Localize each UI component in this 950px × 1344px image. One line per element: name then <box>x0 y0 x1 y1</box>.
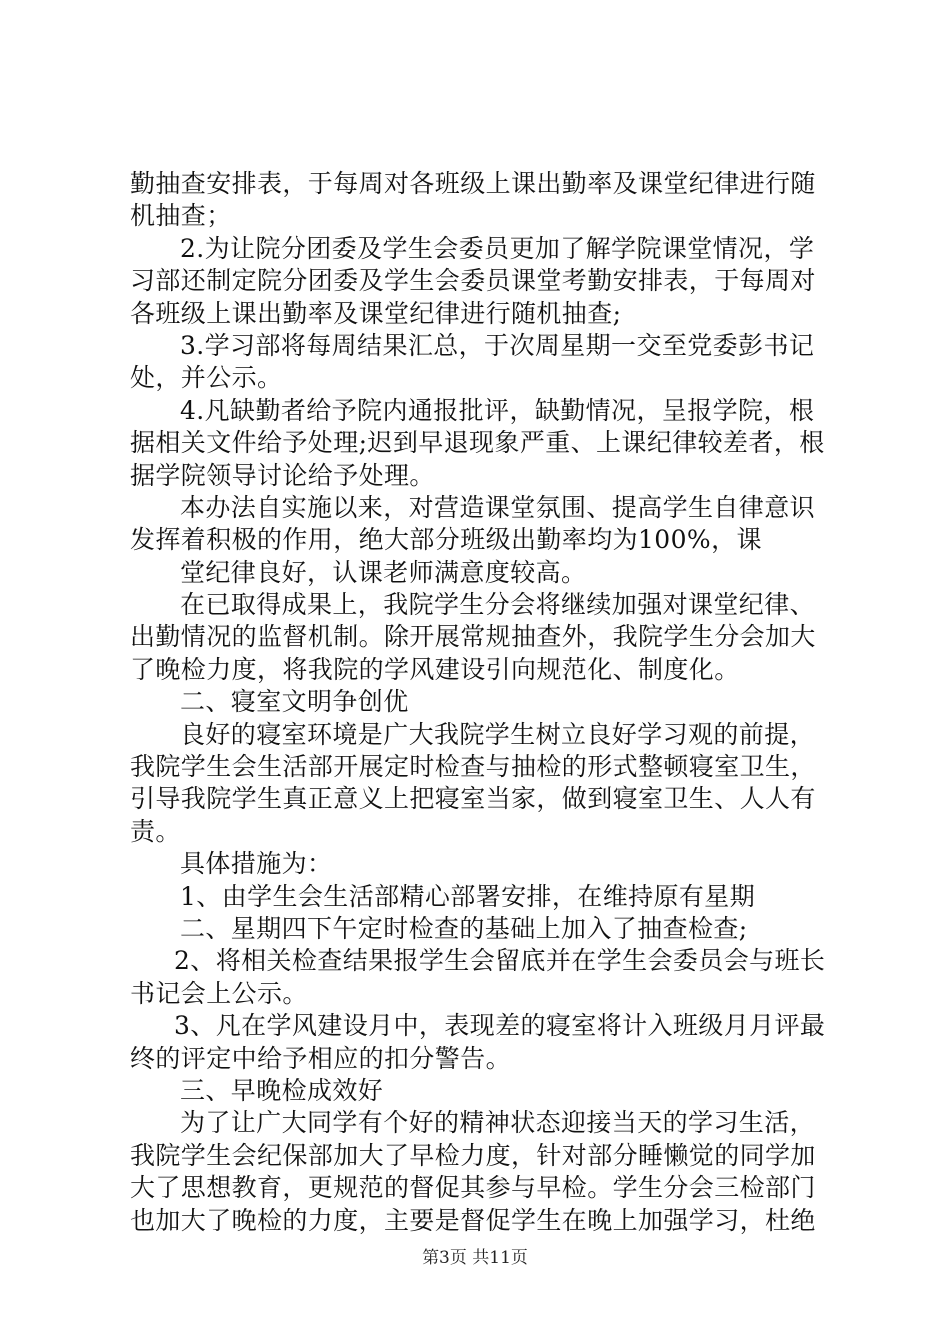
text-line: 书记会上公示。 <box>130 978 308 1008</box>
page-number: 第3页 共11页 <box>422 1248 528 1268</box>
text-line: 据相关文件给予处理;迟到早退现象严重、上课纪律较差者，根 <box>130 428 825 458</box>
text-line: 处，并公示。 <box>130 363 283 393</box>
text-line: 在已取得成果上，我院学生分会将继续加强对课堂纪律、 <box>180 590 816 620</box>
text-line: 了晚检力度，将我院的学风建设引向规范化、制度化。 <box>130 654 740 684</box>
text-line: 发挥着积极的作用，绝大部分班级出勤率均为100%，课 <box>130 525 762 555</box>
text-line: 大了思想教育，更规范的督促其参与早检。学生分会三检部门 <box>130 1173 816 1203</box>
text-line: 习部还制定院分团委及学生会委员课堂考勤安排表，于每周对 <box>130 266 816 296</box>
section-heading: 三、早晚检成效好 <box>180 1075 384 1105</box>
text-line: 本办法自实施以来，对营造课堂氛围、提高学生自律意识 <box>180 492 816 522</box>
text-line: 也加大了晚检的力度，主要是督促学生在晚上加强学习，杜绝 <box>130 1205 816 1235</box>
document-body <box>130 168 830 1237</box>
text-line: 机抽查； <box>130 201 232 231</box>
text-line: 责。 <box>130 816 181 846</box>
text-line: 3、凡在学风建设月中，表现差的寝室将计入班级月月评最 <box>174 1011 826 1041</box>
text-line: 4.凡缺勤者给予院内通报批评，缺勤情况，呈报学院，根 <box>180 395 815 425</box>
text-line: 为了让广大同学有个好的精神状态迎接当天的学习生活， <box>180 1108 816 1138</box>
text-line: 我院学生会纪保部加大了早检力度，针对部分睡懒觉的同学加 <box>130 1140 816 1170</box>
text-line: 具体措施为： <box>180 849 333 879</box>
text-line: 据学院领导讨论给予处理。 <box>130 460 435 490</box>
section-heading: 二、寝室文明争创优 <box>180 687 409 717</box>
text-line: 二、星期四下午定时检查的基础上加入了抽查检查; <box>180 913 748 943</box>
text-line: 2.为让院分团委及学生会委员更加了解学院课堂情况，学 <box>180 233 815 263</box>
text-line: 各班级上课出勤率及课堂纪律进行随机抽查; <box>130 298 622 328</box>
text-line: 1、由学生会生活部精心部署安排，在维持原有星期 <box>180 881 756 911</box>
text-line: 良好的寝室环境是广大我院学生树立良好学习观的前提， <box>180 719 816 749</box>
text-line: 3.学习部将每周结果汇总，于次周星期一交至党委彭书记 <box>180 330 815 360</box>
text-line: 终的评定中给予相应的扣分警告。 <box>130 1043 512 1073</box>
text-line: 出勤情况的监督机制。除开展常规抽查外，我院学生分会加大 <box>130 622 816 652</box>
text-line: 我院学生会生活部开展定时检查与抽检的形式整顿寝室卫生， <box>130 752 816 782</box>
text-line: 2、将相关检查结果报学生会留底并在学生会委员会与班长 <box>174 946 826 976</box>
text-line: 勤抽查安排表，于每周对各班级上课出勤率及课堂纪律进行随 <box>130 169 816 198</box>
text-line: 引导我院学生真正意义上把寝室当家，做到寝室卫生、人人有 <box>130 784 816 814</box>
text-line: 堂纪律良好，认课老师满意度较高。 <box>180 557 587 587</box>
